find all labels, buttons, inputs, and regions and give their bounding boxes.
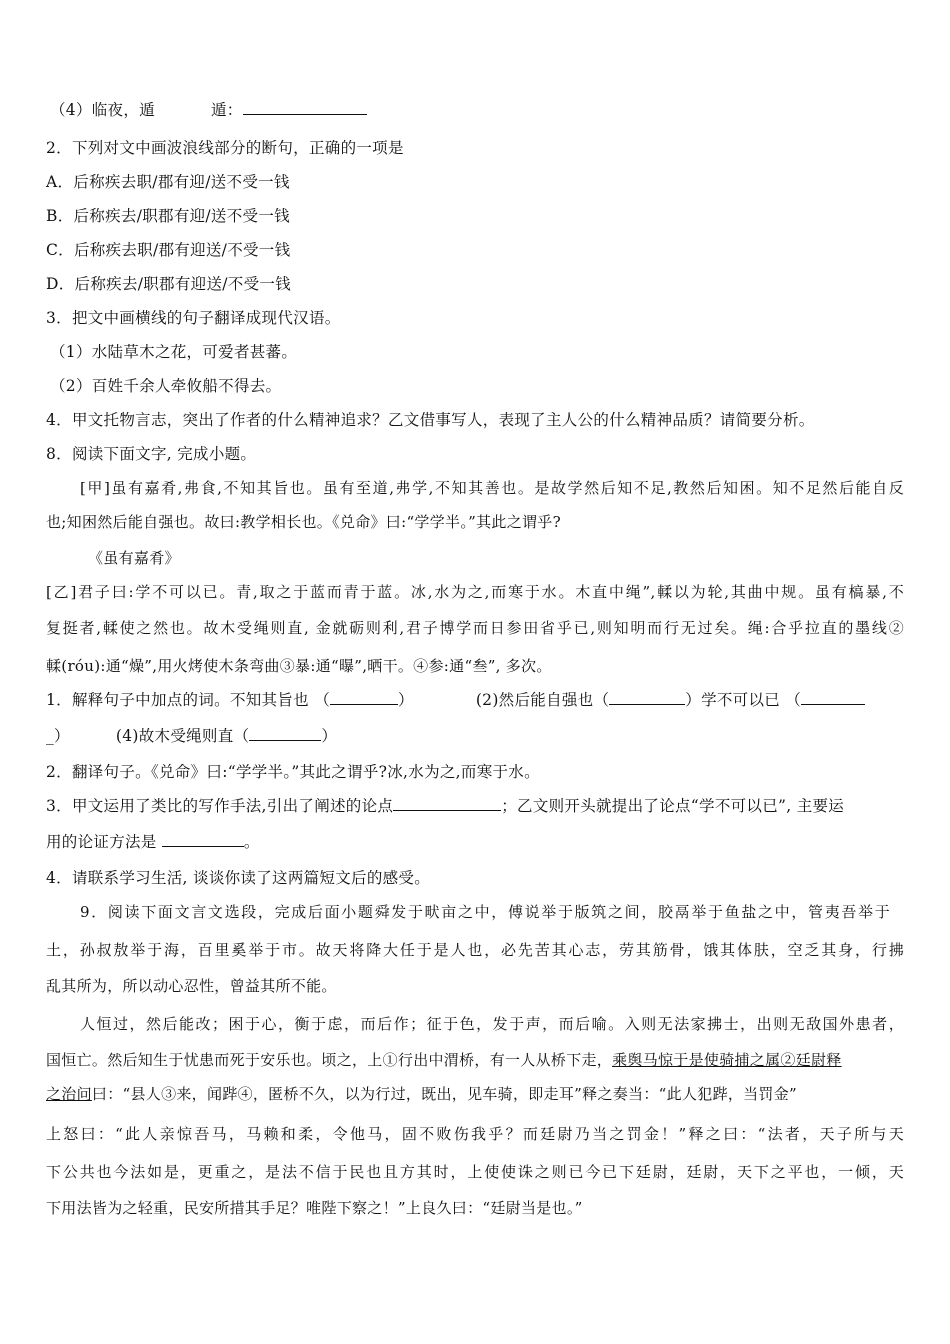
passage-9-line-2: 土，孙叔敖举于海，百里奚举于市。故天将降大任于是人也，必先苦其心志，劳其筋骨，饿其体肤，空乏其身，行拂 (46, 941, 904, 959)
sub-question-3-cont (46, 832, 260, 852)
question-4: 4．甲文托物言志，突出了作者的什么精神追求？乙文借事写人，表现了主人公的什么精神品质？请简要分析。 (46, 411, 815, 429)
answer-blank[interactable] (609, 690, 685, 705)
passage-9-line-6 (46, 1084, 797, 1104)
sub-q1-text-a: 1．解释句子中加点的词。不知其旨也 （ (46, 691, 330, 709)
sub-question-1 (46, 690, 865, 710)
sub-q1b-text-c: ） (321, 727, 338, 745)
option-d: D．后称疾去/职郡有迎送/不受一钱 (46, 275, 291, 293)
passage-yi-line-1: [乙]君子曰:学不可以已。青,取之于蓝而青于蓝。冰,水为之,而寒于水。木直中绳”,輮以为轮,其曲中规。虽有槁暴,不 (46, 583, 904, 601)
q4-item-label: 遁： (210, 101, 243, 119)
sub-q3-text-a: 3．甲文运用了类比的写作手法,引出了阐述的论点 (46, 797, 394, 815)
passage-jia-line-1: [甲]虽有嘉肴,弗食,不知其旨也。虽有至道,弗学,不知其善也。是故学然后知不足,教然后知困。知不足然后能自反 (80, 479, 904, 497)
option-a: A．后称疾去职/郡有迎/送不受一钱 (46, 173, 290, 191)
p9-line5-text: 国恒亡。然后知生于忧患而死于安乐也。顷之，上①行出中渭桥，有一人从桥下走， (46, 1051, 613, 1069)
sub-q3b-text-b: 。 (243, 833, 260, 851)
passage-9-line-8: 下公共也今法如是，更重之，是法不信于民也且方其时，上使使诛之则已今已下廷尉，廷尉，天下之平也，一倾，天 (46, 1163, 904, 1181)
question-4-item (50, 100, 367, 120)
passage-9-line-1: 9．阅读下面文言文选段，完成后面小题舜发于畎亩之中，傅说举于版筑之间，胶鬲举于鱼盐之中，管夷吾举于 (80, 903, 890, 921)
answer-blank[interactable] (393, 796, 501, 811)
question-3: 3．把文中画横线的句子翻译成现代汉语。 (46, 309, 341, 327)
sub-question-4: 4．请联系学习生活, 谈谈你读了这两篇短文后的感受。 (46, 869, 431, 887)
option-b: B．后称疾去/职郡有迎/送不受一钱 (46, 207, 290, 225)
sub-question-1-cont (46, 726, 337, 746)
sub-q3-text-b: ；乙文则开头就提出了论点“学不可以已”, 主要运 (501, 797, 845, 815)
passage-9-line-4: 人恒过，然后能改；困于心，衡于虑，而后作；征于色，发于声，而后喻。入则无法家拂士，出则无敌国外患者， (80, 1015, 904, 1033)
question-3-item-2: （2）百姓千余人牵攸船不得去。 (50, 377, 282, 395)
answer-blank[interactable] (243, 100, 367, 115)
sub-q1-text-b: ） (398, 691, 414, 709)
passage-9-line-7: 上怒曰：“此人亲惊吾马，马赖和柔，令他马，固不败伤我乎？而廷尉乃当之罚金！”释之曰：“法者，天子所与天 (46, 1125, 904, 1143)
sub-q1-text-d: ）学不可以已 （ (685, 691, 802, 709)
answer-blank[interactable] (162, 832, 244, 847)
sub-q1-text-c: (2)然后能自强也（ (475, 691, 610, 709)
option-c: C．后称疾去职/郡有迎送/不受一钱 (46, 241, 291, 259)
question-8: 8．阅读下面文字, 完成小题。 (46, 445, 257, 463)
answer-blank[interactable] (330, 690, 398, 705)
sub-q1b-text-b: (4)故木受绳则直（ (115, 727, 250, 745)
sub-q1b-text-a: _） (46, 727, 70, 745)
passage-yi-notes: 輮(róu):通“燥”,用火烤使木条弯曲③暴:通“曝”,晒干。④参:通“叁”, 多次。 (46, 657, 552, 675)
sub-question-2: 2．翻译句子。《兑命》曰:“学学半。”其此之谓乎?冰,水为之,而寒于水。 (46, 763, 540, 781)
p9-line5-underlined: 乘舆马惊于是使骑捕之属②廷尉释 (612, 1051, 842, 1069)
question-3-item-1: （1）水陆草木之花，可爱者甚蕃。 (50, 343, 298, 361)
answer-blank[interactable] (801, 690, 865, 705)
p9-line6-underlined: 之治问 (46, 1085, 92, 1103)
passage-jia-source: 《虽有嘉肴》 (88, 549, 180, 567)
passage-yi-line-2: 复挺者,輮使之然也。故木受绳则直, 金就砺则利,君子博学而日参田省乎已,则知明而行无过矣。绳:合乎拉直的墨线② (46, 619, 904, 637)
question-2: 2．下列对文中画波浪线部分的断句，正确的一项是 (46, 139, 404, 157)
passage-9-line-9: 下用法皆为之轻重，民安所措其手足？唯陛下察之！”上良久曰：“廷尉当是也。” (46, 1199, 583, 1217)
q4-item-text: （4）临夜，遁 (50, 101, 155, 119)
sub-question-3 (46, 796, 844, 816)
p9-line6-text: 曰：“县人③来，闻跸④，匿桥不久，以为行过，既出，见车骑，即走耳”释之奏当：“此人犯跸，当罚金” (91, 1085, 797, 1103)
passage-9-line-3: 乱其所为，所以动心忍性，曾益其所不能。 (46, 977, 337, 995)
sub-q3b-text-a: 用的论证方法是 (46, 833, 162, 851)
passage-9-line-5 (46, 1050, 842, 1070)
passage-jia-line-2: 也;知困然后能自强也。故曰:教学相长也。《兑命》曰:“学学半。”其此之谓乎? (46, 513, 561, 531)
answer-blank[interactable] (249, 726, 321, 741)
